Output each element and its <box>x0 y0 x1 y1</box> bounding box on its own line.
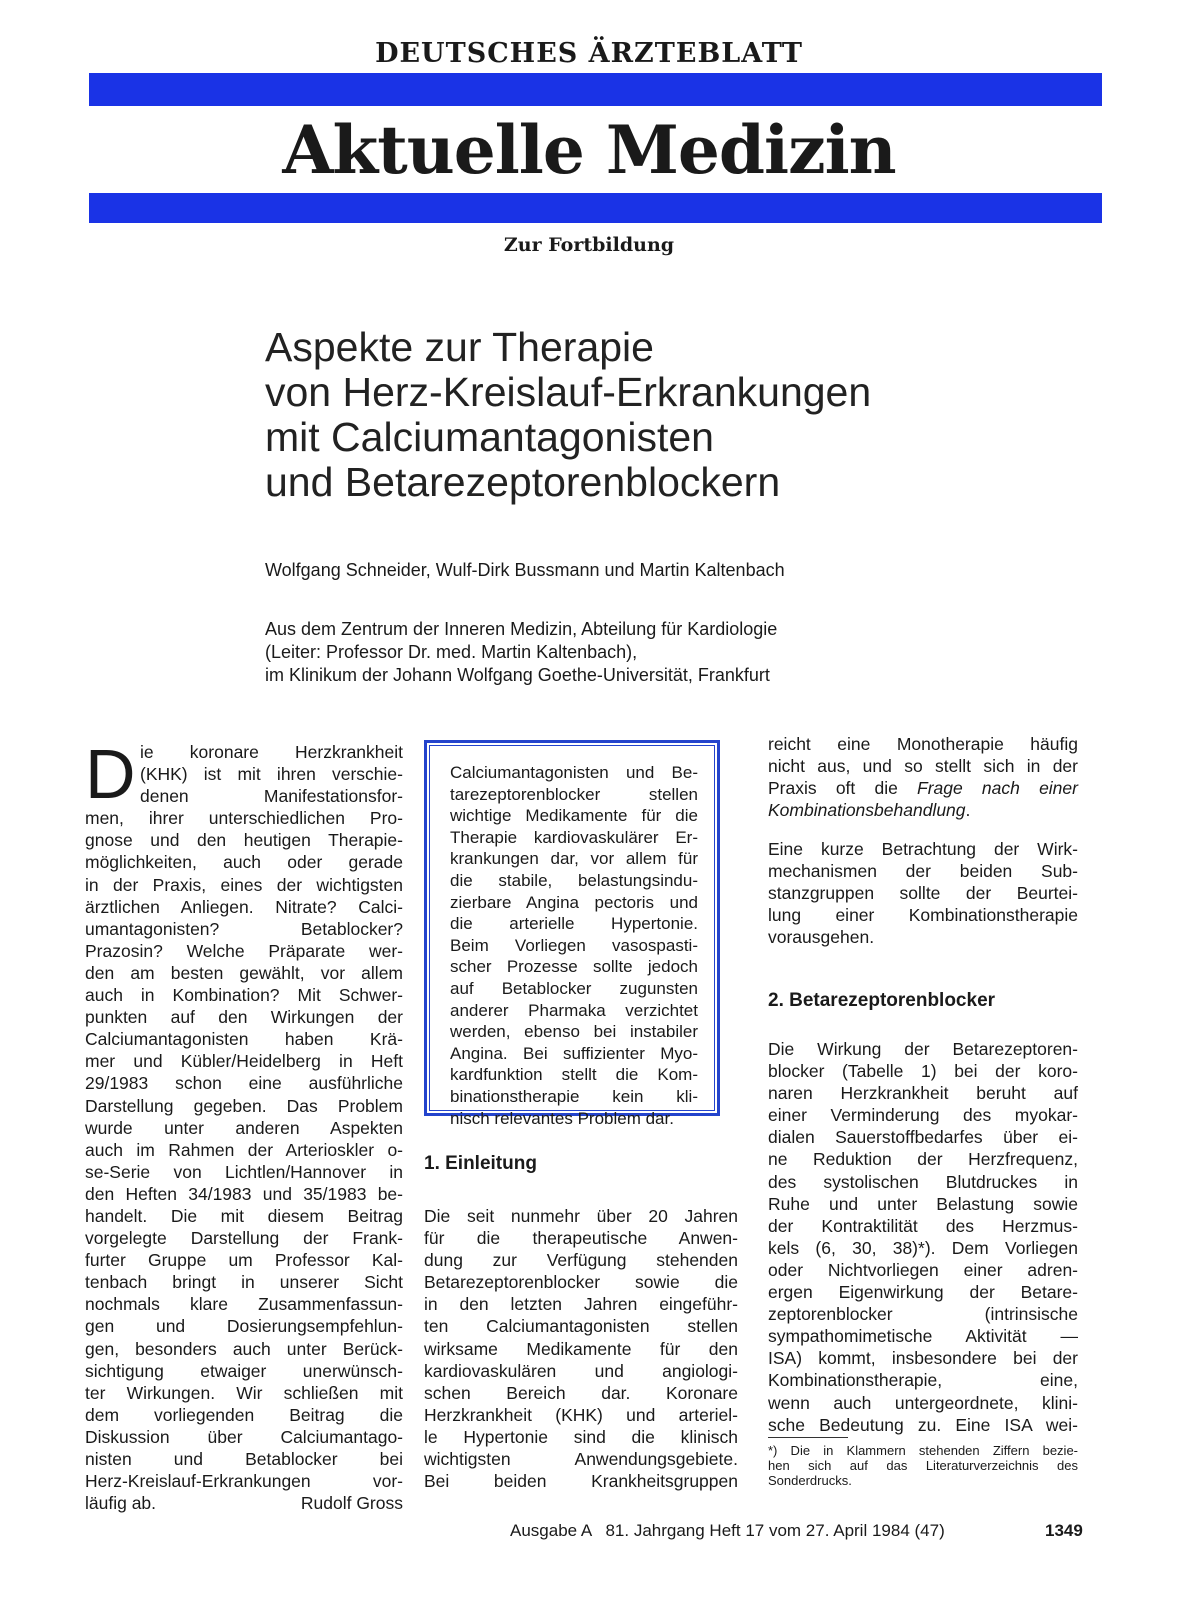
text-line: auch in Kombination? Mit Schwer- <box>85 985 403 1006</box>
affiliation-line: Aus dem Zentrum der Inneren Medizin, Abteilung für Kardiologie <box>265 619 778 639</box>
text-line: handelt. Die mit diesem Beitrag <box>85 1205 403 1226</box>
text-line: mer und Kübler/Heidelberg in Heft <box>85 1051 403 1072</box>
subsection-label: Zur Fortbildung <box>503 234 675 256</box>
text-line: Betarezeptorenblocker sowie die <box>424 1272 738 1293</box>
text-line: reicht eine Monotherapie häufig <box>768 734 1078 754</box>
text-line: den Heften 34/1983 und 35/1983 be- <box>85 1183 403 1204</box>
text-line: in den letzten Jahren eingeführ- <box>424 1294 738 1315</box>
text-line: 29/1983 schon eine ausführliche <box>85 1073 403 1094</box>
issue-info: Ausgabe A 81. Jahrgang Heft 17 vom 27. April 1984 (47) <box>510 1521 945 1540</box>
italic-run: Frage nach einer <box>917 778 1078 799</box>
text-line: wichtigsten Anwendungsgebiete. <box>424 1449 738 1470</box>
abstract-line: anderer Pharmaka verzichtet <box>450 1000 698 1020</box>
masthead-band-top <box>89 73 1102 106</box>
title-line: Aspekte zur Therapie <box>265 324 654 370</box>
text-line: nisten und Betablocker bei <box>85 1449 403 1469</box>
abstract-line: scher Prozesse sollte jedoch <box>450 957 698 977</box>
text-line <box>768 777 1078 799</box>
text-line: (KHK) ist mit ihren verschie- <box>140 764 403 785</box>
affiliation-line: im Klinikum der Johann Wolfgang Goethe-Universität, Frankfurt <box>265 665 770 685</box>
text-line: wenn auch untergeordnete, klini- <box>768 1392 1078 1413</box>
text-line: ten Calciumantagonisten stellen <box>424 1316 738 1337</box>
affiliation-line: (Leiter: Professor Dr. med. Martin Kaltenbach), <box>265 642 638 662</box>
text-line: Darstellung gegeben. Das Problem <box>85 1095 403 1116</box>
text-line: gnose und den heutigen Therapie- <box>85 830 403 851</box>
text-line: Bei beiden Krankheitsgruppen <box>424 1471 738 1492</box>
text-line: Calciumantagonisten haben Krä- <box>85 1029 403 1050</box>
text-line: Diskussion über Calciumantago- <box>85 1426 403 1447</box>
text-line: Ruhe und unter Belastung sowie <box>768 1193 1078 1214</box>
text-line: Die Wirkung der Betarezeptoren- <box>768 1039 1078 1059</box>
abstract-line: Angina. Bei suffizienter Myo- <box>450 1043 698 1063</box>
text-line: kardiovaskulären und angiologi- <box>424 1360 738 1381</box>
italic-run: Kombinationsbehandlung <box>768 800 966 821</box>
footnote-line: Sonderdrucks. <box>768 1473 852 1488</box>
text-line: Eine kurze Betrachtung der Wirk- <box>768 839 1078 859</box>
text-line: nochmals klare Zusammenfassun- <box>85 1294 403 1315</box>
text-line: le Hypertonie sind die klinisch <box>424 1426 738 1447</box>
abstract-text <box>450 762 698 1129</box>
title-line: von Herz-Kreislauf-Erkrankungen <box>265 369 872 415</box>
abstract-line: tarezeptorenblocker stellen <box>450 784 698 804</box>
text-line: stanzgruppen sollte der Beurtei- <box>768 883 1078 904</box>
text-line: vorausgehen. <box>768 927 875 948</box>
text-line: tenbach bringt in unserer Sicht <box>85 1272 403 1293</box>
col3-paragraph <box>768 733 1078 821</box>
text-line: gen, besonders auch unter Berück- <box>85 1338 403 1359</box>
text-line: dialen Sauerstoffbedarfes über ei- <box>768 1127 1078 1148</box>
text-line: Kombinationstherapie, eine, <box>768 1370 1078 1391</box>
text-line: Prazosin? Welche Präparate wer- <box>85 940 403 961</box>
text-line: ter Wirkungen. Wir schließen mit <box>85 1382 403 1403</box>
text-run: . <box>965 800 971 821</box>
text-line: gen und Dosierungsempfehlun- <box>85 1316 403 1337</box>
text-line: men, ihrer unterschiedlichen Pro- <box>85 808 403 829</box>
text-line: ISA) kommt, insbesondere bei der <box>768 1348 1078 1369</box>
text-line: vorgelegte Darstellung der Frank- <box>85 1228 403 1249</box>
article-title <box>265 325 1065 505</box>
masthead-band-bottom <box>89 193 1102 223</box>
title-line: und Betarezeptorenblockern <box>265 459 781 505</box>
text-line: oder Nichtvorliegen einer adren- <box>768 1259 1078 1280</box>
text-line: ergen Eigenwirkung der Betare- <box>768 1282 1078 1303</box>
drop-cap: D <box>85 735 136 813</box>
intro-closing <box>85 1492 403 1514</box>
abstract-line: kardfunktion stellt die Kom- <box>450 1065 698 1085</box>
text-line: wurde unter anderen Aspekten <box>85 1117 403 1138</box>
text-line: nicht aus, und so stellt sich in der <box>768 756 1078 777</box>
text-line: Herzkrankheit (KHK) und arteriel- <box>424 1404 738 1425</box>
text-line: ie koronare Herzkrankheit <box>140 742 403 762</box>
abstract-line: werden, ebenso bei instabiler <box>450 1022 698 1042</box>
text-line: des systolischen Blutdruckes in <box>768 1171 1078 1192</box>
text-run: Praxis oft die <box>768 778 918 799</box>
text-line: umantagonisten? Betablocker? <box>85 918 403 939</box>
text-line: naren Herzkrankheit beruht auf <box>768 1083 1078 1104</box>
text-line: ne Reduktion der Herzfrequenz, <box>768 1149 1078 1170</box>
text-line: punkten auf den Wirkungen der <box>85 1007 403 1028</box>
authors: Wolfgang Schneider, Wulf-Dirk Bussmann und Martin Kaltenbach <box>265 560 785 580</box>
text-line: Herz-Kreislauf-Erkrankungen vor- <box>85 1471 403 1492</box>
section2-text <box>768 1038 1078 1436</box>
text-line: der Kontraktilität des Herzmus- <box>768 1215 1078 1236</box>
text-line: für die therapeutische Anwen- <box>424 1228 738 1249</box>
text-line <box>768 799 1078 821</box>
footnote-rule <box>768 1437 848 1438</box>
title-line: mit Calciumantagonisten <box>265 414 714 460</box>
section-heading: 1. Einleitung <box>424 1153 537 1174</box>
text-line: möglichkeiten, auch oder gerade <box>85 852 403 873</box>
abstract-line: zierbare Angina pectoris und <box>450 892 698 912</box>
text-line: se-Serie von Lichtlen/Hannover in <box>85 1161 403 1182</box>
footnote-line: *) Die in Klammern stehenden Ziffern bezie- <box>768 1443 1078 1458</box>
text-line: blocker (Tabelle 1) bei der koro- <box>768 1061 1078 1082</box>
intro-column <box>85 735 403 1514</box>
text-line: ärztlichen Anliegen. Nitrate? Calci- <box>85 896 403 917</box>
section-title: Aktuelle Medizin <box>282 111 896 189</box>
text-line: sympathomimetische Aktivität — <box>768 1326 1078 1347</box>
text-line: kels (6, 30, 38)*). Dem Vorliegen <box>768 1237 1078 1258</box>
abstract-line: auf Betablocker zugunsten <box>450 978 698 998</box>
text-line: läufig ab. <box>85 1493 157 1514</box>
text-line: auch im Rahmen der Arterioskler o- <box>85 1139 403 1160</box>
footnote <box>768 1443 1078 1488</box>
section1-text <box>424 1205 738 1492</box>
text-line: zeptorenblocker (intrinsische <box>768 1304 1078 1325</box>
abstract-line: wichtige Medikamente für die <box>450 806 698 826</box>
text-line: denen Manifestationsfor- <box>140 786 403 807</box>
text-line: dem vorliegenden Beitrag die <box>85 1404 403 1425</box>
text-line: mechanismen der beiden Sub- <box>768 861 1078 882</box>
abstract-line: Beim Vorliegen vasospasti- <box>450 935 698 955</box>
abstract-line: Therapie kardiovaskulärer Er- <box>450 827 698 847</box>
text-line: den am besten gewählt, vor allem <box>85 962 403 983</box>
text-line: schen Bereich dar. Koronare <box>424 1382 738 1403</box>
section-heading: 2. Betarezeptorenblocker <box>768 990 996 1011</box>
text-line: sche Bedeutung zu. Eine ISA wei- <box>768 1414 1078 1435</box>
text-line: Die seit nunmehr über 20 Jahren <box>424 1206 738 1226</box>
col3-paragraph <box>768 838 1078 948</box>
page-number: 1349 <box>1045 1521 1083 1540</box>
text-line: in der Praxis, eines der wichtigsten <box>85 874 403 895</box>
text-line: sichtigung etwaiger unerwünsch- <box>85 1360 403 1381</box>
text-line: einer Verminderung des myokar- <box>768 1105 1078 1126</box>
journal-name: DEUTSCHES ÄRZTEBLATT <box>375 38 803 69</box>
editor-signature: Rudolf Gross <box>300 1493 403 1514</box>
text-line: lung einer Kombinationstherapie <box>768 905 1078 926</box>
text-line: wirksame Medikamente für den <box>424 1338 738 1359</box>
abstract-line: krankungen dar, vor allem für <box>450 849 698 869</box>
abstract-line: die arterielle Hypertonie. <box>450 914 698 934</box>
abstract-line: binationstherapie kein kli- <box>450 1086 698 1106</box>
text-line: dung zur Verfügung stehenden <box>424 1250 738 1271</box>
footnote-line: hen sich auf das Literaturverzeichnis des <box>768 1458 1078 1473</box>
text-line: furter Gruppe um Professor Kal- <box>85 1250 403 1271</box>
abstract-line: Calciumantagonisten und Be- <box>450 763 698 782</box>
abstract-line: nisch relevantes Problem dar. <box>450 1108 674 1128</box>
abstract-line: die stabile, belastungsindu- <box>450 870 698 890</box>
